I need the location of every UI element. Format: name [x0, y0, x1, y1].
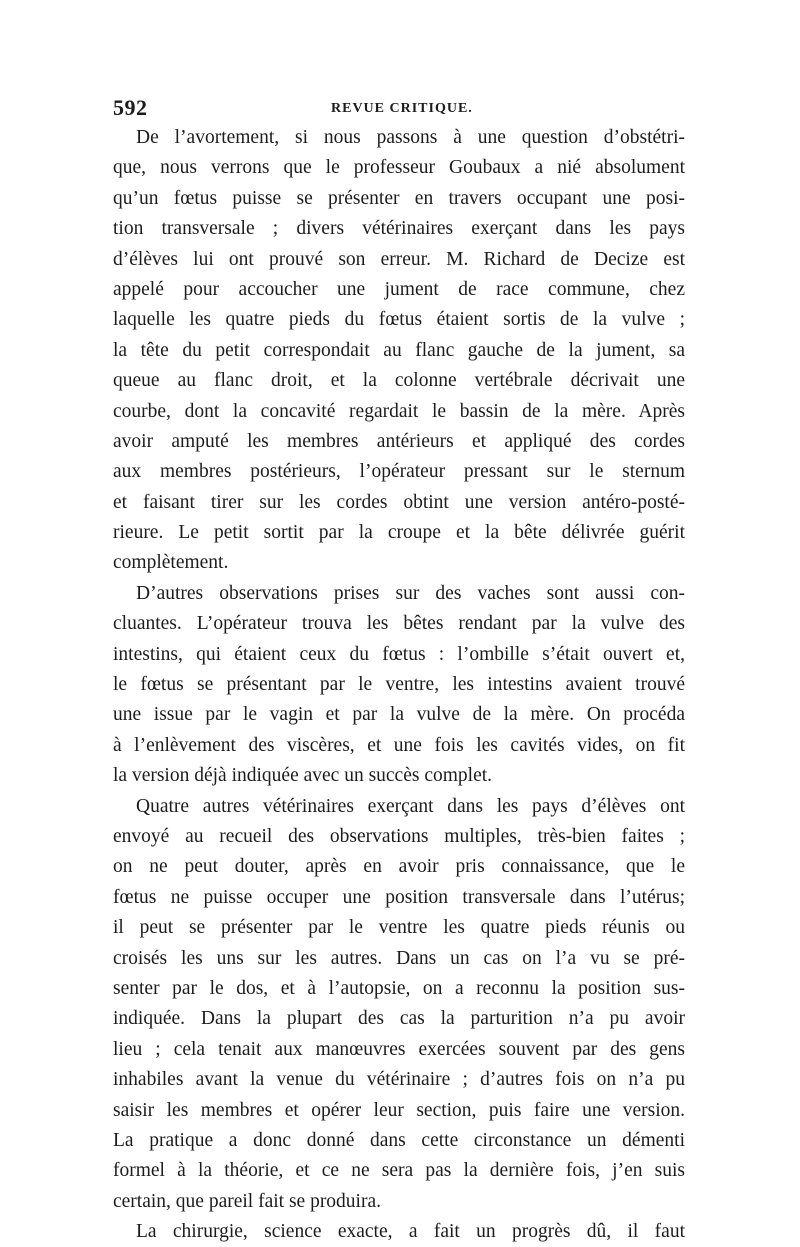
text-line: indiquée. Dans la plupart des cas la parturition n’a pu avoir	[113, 1008, 685, 1030]
text-line: la tête du petit correspondait au flanc gauche de la jument, sa	[113, 339, 685, 361]
page-header	[113, 95, 685, 123]
text-line: fœtus ne puisse occuper une position transversale dans l’utérus;	[113, 886, 685, 908]
text-line: Quatre autres vétérinaires exerçant dans les pays d’élèves ont	[136, 795, 685, 817]
text-line: il peut se présenter par le ventre les quatre pieds réunis ou	[113, 917, 685, 939]
text-line: que, nous verrons que le professeur Goubaux a nié absolument	[113, 157, 685, 179]
text-line: aux membres postérieurs, l’opérateur pressant sur le sternum	[113, 461, 685, 483]
text-line: qu’un fœtus puisse se présenter en travers occupant une posi-	[113, 187, 685, 209]
text-line: envoyé au recueil des observations multiples, très-bien faites ;	[113, 825, 685, 847]
text-line: et faisant tirer sur les cordes obtint une version antéro-posté-	[113, 491, 685, 513]
text-line: avoir amputé les membres antérieurs et appliqué des cordes	[113, 430, 685, 452]
text-line: La pratique a donc donné dans cette circonstance un démenti	[113, 1129, 685, 1151]
text-line: une issue par le vagin et par la vulve de la mère. On procéda	[113, 704, 685, 726]
text-line: on ne peut douter, après en avoir pris connaissance, que le	[113, 856, 685, 878]
text-line: le fœtus se présentant par le ventre, les intestins avaient trouvé	[113, 674, 685, 696]
text-line: queue au flanc droit, et la colonne vertébrale décrivait une	[113, 370, 685, 392]
text-line: intestins, qui étaient ceux du fœtus : l’ombille s’était ouvert et,	[113, 643, 685, 665]
text-line: complètement.	[113, 552, 229, 574]
text-line: d’élèves lui ont prouvé son erreur. M. Richard de Decize est	[113, 248, 685, 270]
text-line: De l’avortement, si nous passons à une question d’obstétri-	[136, 127, 685, 148]
text-line: certain, que pareil fait se produira.	[113, 1190, 382, 1212]
text-line: inhabiles avant la venue du vétérinaire ; d’autres fois on n’a pu	[113, 1069, 685, 1091]
text-line: la version déjà indiquée avec un succès complet.	[113, 765, 493, 787]
text-line: D’autres observations prises sur des vaches sont aussi con-	[136, 582, 685, 604]
text-line: saisir les membres et opérer leur section, puis faire une version.	[113, 1099, 685, 1121]
text-line: courbe, dont la concavité regardait le bassin de la mère. Après	[113, 400, 685, 422]
text-line: La chirurgie, science exacte, a fait un progrès dû, il faut	[136, 1221, 685, 1243]
text-line: tion transversale ; divers vétérinaires exerçant dans les pays	[113, 218, 685, 240]
text-line: formel à la théorie, et ce ne sera pas la dernière fois, j’en suis	[113, 1160, 685, 1182]
page-number: 592	[113, 95, 148, 120]
text-line: cluantes. L’opérateur trouva les bêtes rendant par la vulve des	[113, 613, 685, 635]
running-head: REVUE CRITIQUE.	[331, 101, 473, 116]
text-line: croisés les uns sur les autres. Dans un cas on l’a vu se pré-	[113, 947, 685, 969]
text-line: à l’enlèvement des viscères, et une fois les cavités vides, on fit	[113, 734, 685, 756]
text-line: rieure. Le petit sortit par la croupe et la bête délivrée guérit	[113, 522, 685, 544]
text-line: senter par le dos, et à l’autopsie, on a reconnu la position sus-	[113, 977, 685, 999]
text-line: laquelle les quatre pieds du fœtus étaient sortis de la vulve ;	[113, 309, 685, 331]
text-line: appelé pour accoucher une jument de race commune, chez	[113, 278, 685, 300]
text-line: lieu ; cela tenait aux manœuvres exercées souvent par des gens	[113, 1038, 685, 1060]
body-text	[113, 123, 685, 1247]
